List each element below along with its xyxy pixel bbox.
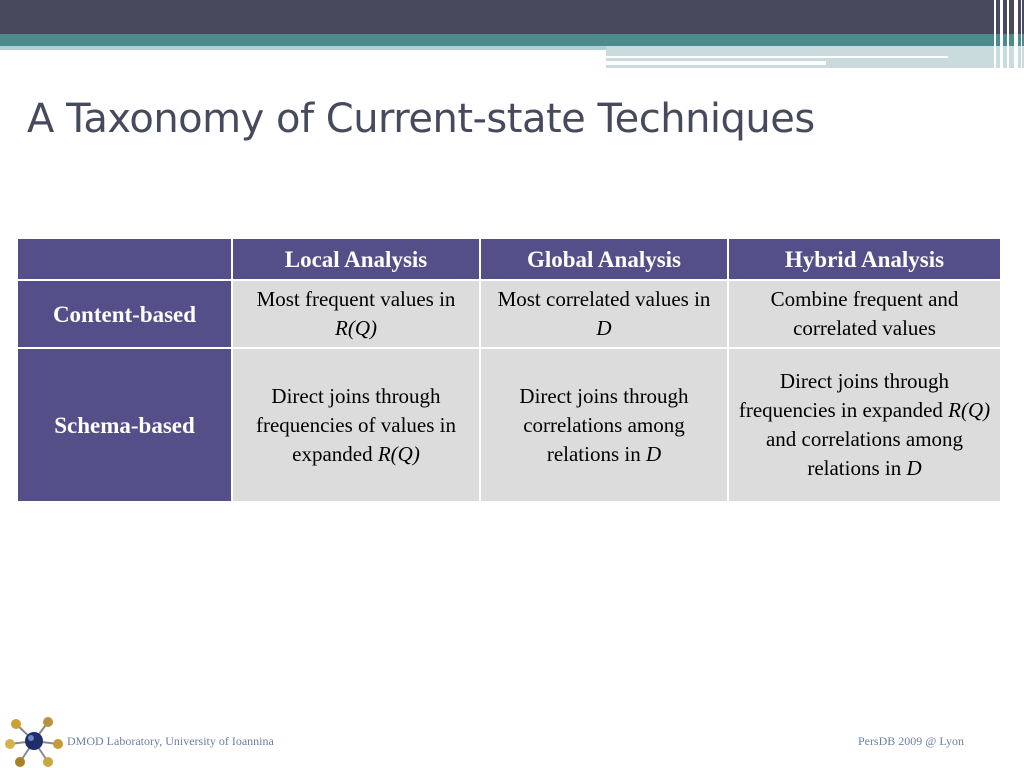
header-band-teal — [0, 34, 1024, 46]
taxonomy-table — [16, 237, 1002, 503]
row-header-schema-based: Schema-based — [17, 348, 232, 502]
table-row-content-based — [17, 280, 1001, 348]
header-stripe — [606, 56, 948, 58]
cell-content-local: Most frequent values in R(Q) — [232, 280, 480, 348]
cell-content-global: Most correlated values in D — [480, 280, 728, 348]
header-stripe — [606, 61, 826, 65]
cell-schema-hybrid: Direct joins through frequencies in expanded R(Q) and correlations among relations in D — [728, 348, 1001, 502]
column-header-hybrid: Hybrid Analysis — [728, 238, 1001, 280]
column-header-global: Global Analysis — [480, 238, 728, 280]
table-header-row — [17, 238, 1001, 280]
header-band-light — [0, 46, 606, 50]
cell-content-hybrid: Combine frequent and correlated values — [728, 280, 1001, 348]
table-row-schema-based — [17, 348, 1001, 502]
table-corner-cell — [17, 238, 232, 280]
cell-schema-global: Direct joins through correlations among relations in D — [480, 348, 728, 502]
footer-right-text: PersDB 2009 @ Lyon — [857, 734, 964, 748]
header-vertical-lines — [992, 0, 1024, 68]
molecule-logo-icon — [2, 714, 66, 768]
header-band-dark — [0, 0, 1024, 34]
slide-title: A Taxonomy of Current-state Techniques — [27, 96, 815, 142]
column-header-local: Local Analysis — [232, 238, 480, 280]
cell-schema-local: Direct joins through frequencies of values in expanded R(Q) — [232, 348, 480, 502]
row-header-content-based: Content-based — [17, 280, 232, 348]
footer-left-text: DMOD Laboratory, University of Ioannina — [67, 734, 274, 748]
